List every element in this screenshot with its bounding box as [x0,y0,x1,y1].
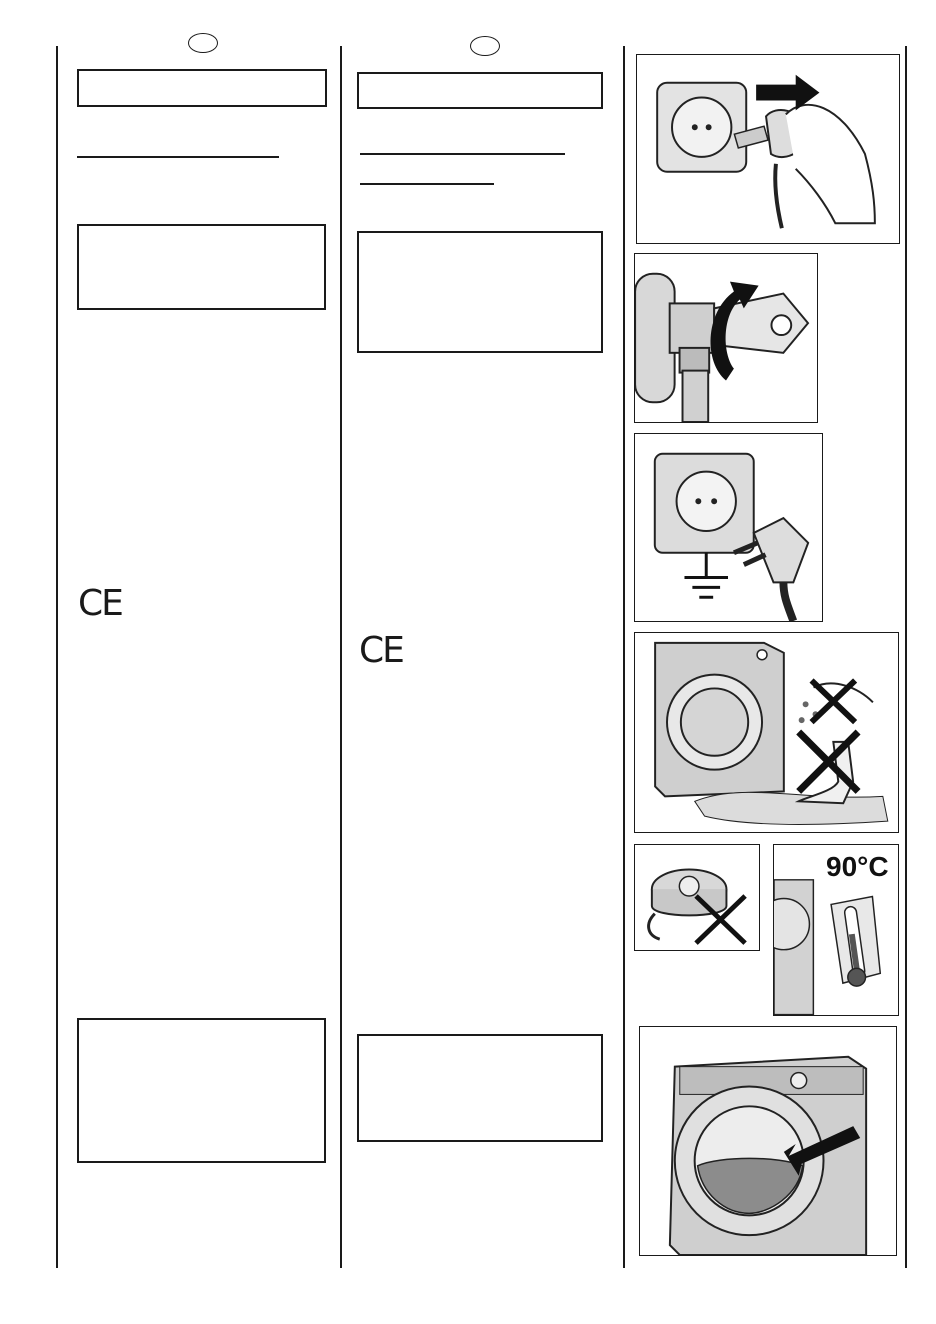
illustration-no-wet-hands-bare-feet [634,632,899,833]
unplug-drawing [637,55,899,243]
ce-mark-left: CE [78,583,122,624]
illustration-hot-glass-warning [773,844,899,1016]
heading-underline-middle-1 [360,153,565,155]
illustration-unplug [636,54,900,244]
earthed-socket-drawing [635,434,822,621]
heading-underline-left [77,156,279,158]
section-header-box-left [77,69,327,107]
warning-box-left-bottom [77,1018,326,1163]
tap-drawing [635,254,817,422]
column-divider-right [623,46,625,1268]
heading-underline-middle-2 [360,183,494,185]
column-divider-middle [340,46,342,1268]
washer-door-drawing [640,1027,896,1255]
illustration-earthed-socket [634,433,823,622]
section-header-box-middle [357,72,603,109]
ce-mark-middle: CE [359,630,403,671]
column-divider-left [56,46,58,1268]
language-marker-left [188,33,218,53]
cable-reel-drawing [635,845,759,950]
warning-box-middle-top [357,231,603,353]
language-marker-middle [470,36,500,56]
warning-box-middle-bottom [357,1034,603,1142]
illustration-no-extension-reel [634,844,760,951]
column-divider-far-right [905,46,907,1268]
temperature-label: 90°C [826,851,889,882]
illustration-washer-door-water [639,1026,897,1256]
warning-box-left-top [77,224,326,310]
machine-water-warning-drawing [635,633,898,832]
illustration-close-tap [634,253,818,423]
